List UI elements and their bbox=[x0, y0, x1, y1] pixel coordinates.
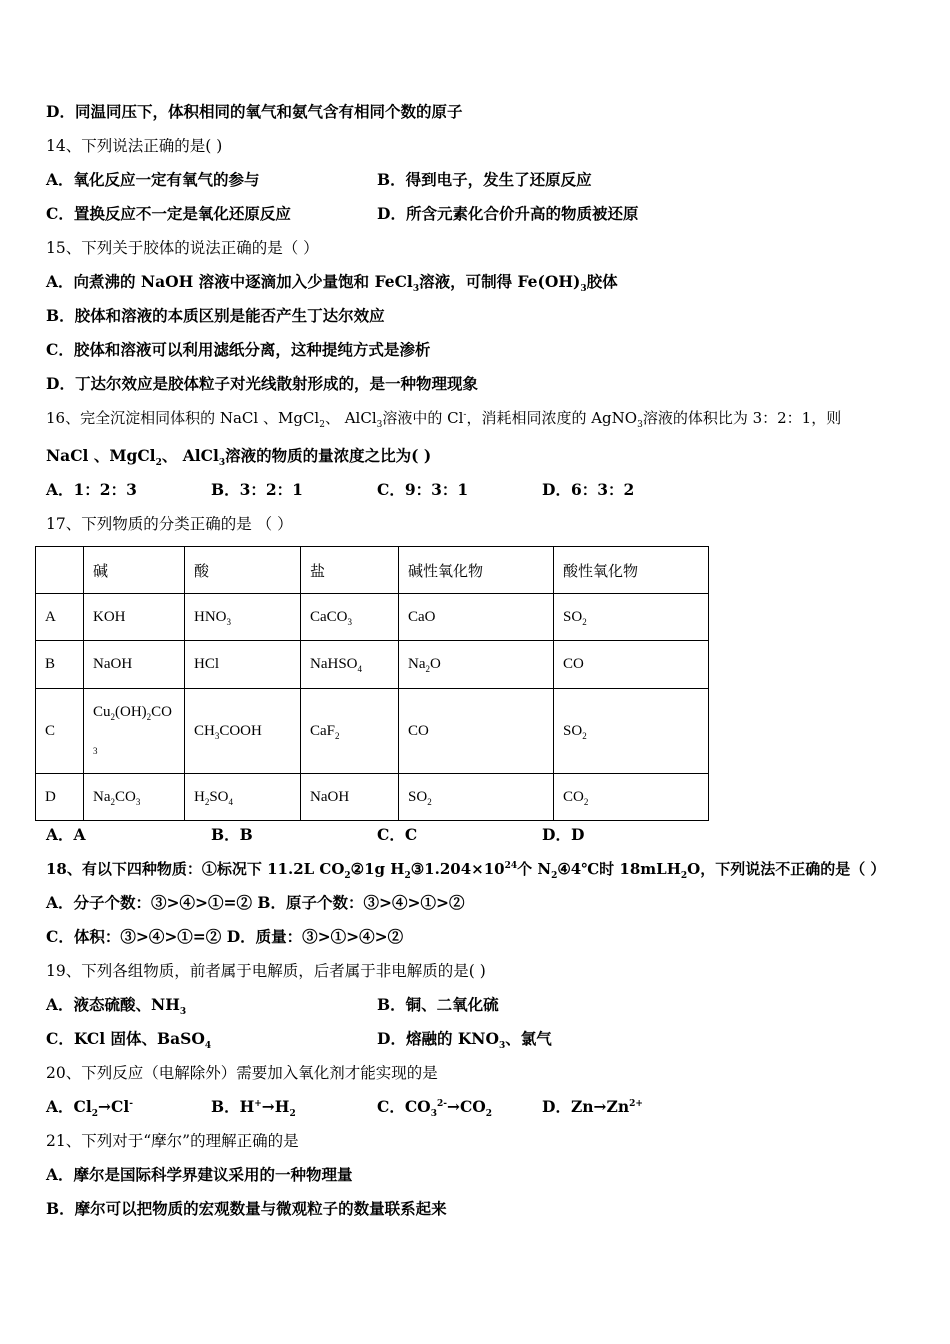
q14-option-c: C．置换反应不一定是氧化还原反应 bbox=[46, 204, 291, 223]
q16-stem-line2: NaCl 、MgCl$_2$、 AlCl$_3$溶液的物质的量浓度之比为( ) bbox=[46, 446, 432, 469]
q21-stem: 21、下列对于“摩尔”的理解正确的是 bbox=[46, 1132, 299, 1150]
q15-option-a: A．向煮沸的 NaOH 溶液中逐滴加入少量饱和 FeCl$_3$溶液，可制得 $Fe(OH)_3$胶体 bbox=[46, 272, 618, 295]
q16-option-c: C．9：3：1 bbox=[377, 480, 469, 499]
table-cell: $CO_2$ bbox=[554, 774, 709, 821]
q13-option-d: D．同温同压下，体积相同的氧气和氨气含有相同个数的原子 bbox=[46, 102, 463, 121]
q20-stem: 20、下列反应（电解除外）需要加入氧化剂才能实现的是 bbox=[46, 1064, 438, 1082]
table-row bbox=[36, 641, 709, 689]
q15-stem: 15、下列关于胶体的说法正确的是（ ） bbox=[46, 239, 319, 257]
table-cell: $Na_2CO_3$ bbox=[84, 774, 185, 821]
table-header-cell: 碱性氧化物 bbox=[399, 547, 554, 594]
q20-option-d: D．$Zn\to Zn^{2+}$ bbox=[542, 1097, 643, 1116]
q16-option-d: D．6：3：2 bbox=[542, 480, 635, 499]
table-cell: KOH bbox=[84, 594, 185, 641]
q14-option-b: B．得到电子，发生了还原反应 bbox=[377, 170, 592, 189]
table-cell: NaHSO$_4$ bbox=[301, 641, 399, 689]
table-cell: A bbox=[36, 594, 84, 641]
q18-options-cd: C．体积：③>④>①=② D．质量：③>①>④>② bbox=[46, 927, 404, 946]
q18-stem: 18、有以下四种物质：①标况下 11.2L $CO_2②1g$ $H_2③1.204\times 10^{24}$个 $N_2④4℃$时 18mLH$_2$O，下列说法不正确的是（ ） bbox=[46, 860, 886, 881]
q17-option-c: C．C bbox=[377, 825, 418, 844]
q17-stem: 17、下列物质的分类正确的是 （ ） bbox=[46, 515, 293, 533]
q15-option-d: D．丁达尔效应是胶体粒子对光线散射形成的，是一种物理现象 bbox=[46, 374, 478, 393]
table-cell: $SO_2$ bbox=[554, 594, 709, 641]
q14-option-d: D．所含元素化合价升高的物质被还原 bbox=[377, 204, 639, 223]
table-cell: $HNO_3$ bbox=[185, 594, 301, 641]
table-cell: $CH_3COOH$ bbox=[185, 689, 301, 774]
table-cell: HCl bbox=[185, 641, 301, 689]
table-row bbox=[36, 774, 709, 821]
table-cell: CaO bbox=[399, 594, 554, 641]
table-cell: $Na_2O$ bbox=[399, 641, 554, 689]
table-cell: CaF$_2$ bbox=[301, 689, 399, 774]
table-cell: B bbox=[36, 641, 84, 689]
q17-option-b: B．B bbox=[211, 825, 253, 844]
q21-option-b: B．摩尔可以把物质的宏观数量与微观粒子的数量联系起来 bbox=[46, 1199, 447, 1218]
q19-option-a: A．液态硫酸、$NH_3$ bbox=[46, 995, 187, 1018]
q20-option-a: A．$Cl_2\to Cl^-$ bbox=[46, 1097, 133, 1120]
q17-option-d: D．D bbox=[542, 825, 585, 844]
q19-stem: 19、下列各组物质，前者属于电解质，后者属于非电解质的是( ) bbox=[46, 962, 486, 980]
q20-option-c: C．$CO_3^{2-}\to CO_2$ bbox=[377, 1097, 493, 1120]
table-header-cell: 酸 bbox=[185, 547, 301, 594]
table-cell: C bbox=[36, 689, 84, 774]
q16-option-b: B．3：2：1 bbox=[211, 480, 303, 499]
q19-option-d: D．熔融的 $KNO_3$、氯气 bbox=[377, 1029, 552, 1052]
table-cell: $SO_2$ bbox=[399, 774, 554, 821]
table-cell: $SO_2$ bbox=[554, 689, 709, 774]
q14-option-a: A．氧化反应一定有氧气的参与 bbox=[46, 170, 260, 189]
q16-option-a: A．1：2：3 bbox=[46, 480, 137, 499]
q15-option-c: C．胶体和溶液可以利用滤纸分离，这种提纯方式是渗析 bbox=[46, 340, 431, 359]
table-row bbox=[36, 689, 709, 774]
q19-option-c: C．KCl 固体、BaSO$_4$ bbox=[46, 1029, 212, 1052]
table-cell: D bbox=[36, 774, 84, 821]
table-header-row bbox=[36, 547, 709, 594]
q14-stem: 14、下列说法正确的是( ) bbox=[46, 137, 223, 155]
table-header-cell bbox=[36, 547, 84, 594]
table-header-cell: 碱 bbox=[84, 547, 185, 594]
q16-stem-line1: 16、完全沉淀相同体积的 NaCl 、MgCl$_2$、 AlCl$_3$溶液中的 Cl-，消耗相同浓度的 AgNO$_3$溶液的体积比为 3：2：1，则 bbox=[46, 409, 842, 430]
q15-option-b: B．胶体和溶液的本质区别是能否产生丁达尔效应 bbox=[46, 306, 385, 325]
classification-table bbox=[35, 546, 709, 821]
table-cell: NaOH bbox=[84, 641, 185, 689]
table-cell: $H_2SO_4$ bbox=[185, 774, 301, 821]
table-cell: CaCO$_3$ bbox=[301, 594, 399, 641]
table-cell: NaOH bbox=[301, 774, 399, 821]
q18-options-ab: A．分子个数：③>④>①=② B．原子个数：③>④>①>② bbox=[46, 893, 465, 912]
q21-option-a: A．摩尔是国际科学界建议采用的一种物理量 bbox=[46, 1165, 353, 1184]
table-cell: CO bbox=[554, 641, 709, 689]
table-header-cell: 酸性氧化物 bbox=[554, 547, 709, 594]
table-cell: $Cu_2(OH)_2CO$ 3 bbox=[84, 689, 185, 774]
table-row bbox=[36, 594, 709, 641]
table-cell: CO bbox=[399, 689, 554, 774]
table-header-cell: 盐 bbox=[301, 547, 399, 594]
q17-option-a: A．A bbox=[46, 825, 86, 844]
q19-option-b: B．铜、二氧化硫 bbox=[377, 995, 499, 1014]
q20-option-b: B．$H^+\to H_2$ bbox=[211, 1097, 296, 1120]
